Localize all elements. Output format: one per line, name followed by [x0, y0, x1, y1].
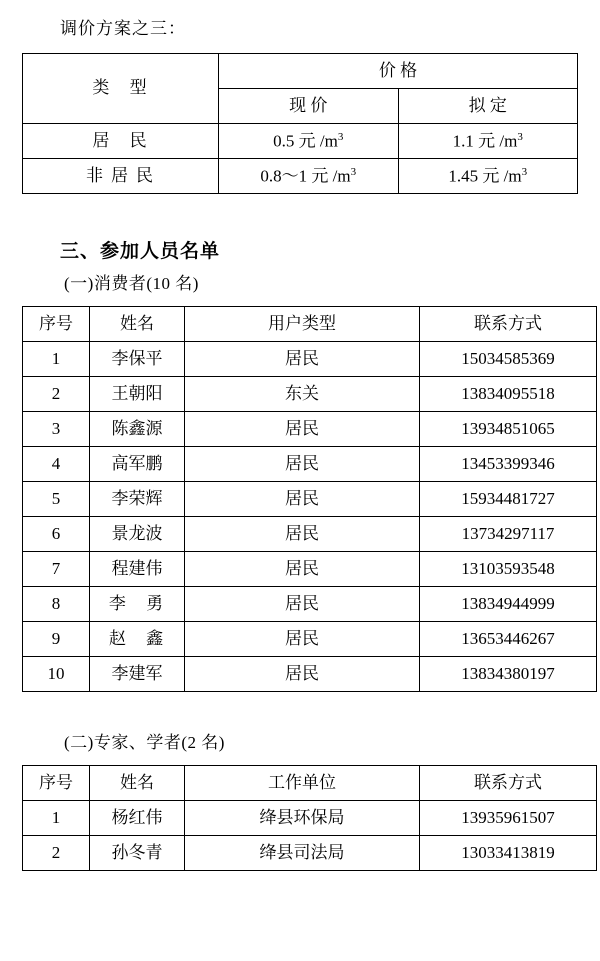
price-row-type: 居 民 — [23, 124, 219, 159]
cell-name: 李 勇 — [90, 587, 185, 622]
table-row — [23, 54, 578, 89]
column-header-name: 姓名 — [90, 307, 185, 342]
spacer — [22, 194, 578, 236]
table-header-row — [23, 307, 597, 342]
subtitle-consumers: (一)消费者(10 名) — [64, 274, 199, 293]
cell-no: 10 — [23, 657, 90, 692]
price-header-type: 类 型 — [23, 54, 219, 124]
cell-phone: 15934481727 — [420, 482, 597, 517]
unit-superscript: 3 — [521, 165, 528, 178]
unit-superscript: 3 — [350, 165, 357, 178]
cell-type: 居民 — [185, 412, 420, 447]
table-row — [23, 342, 597, 377]
table-row — [23, 622, 597, 657]
cell-phone: 13033413819 — [420, 836, 597, 871]
table-row — [23, 836, 597, 871]
cell-name: 李保平 — [90, 342, 185, 377]
table-row — [23, 552, 597, 587]
price-row-current — [219, 159, 399, 194]
table-row — [23, 377, 597, 412]
cell-type: 居民 — [185, 587, 420, 622]
cell-unit: 绛县司法局 — [185, 836, 420, 871]
cell-phone: 13734297117 — [420, 517, 597, 552]
cell-name: 程建伟 — [90, 552, 185, 587]
price-header-price: 价 格 — [219, 54, 578, 89]
table-row — [23, 412, 597, 447]
experts-table — [22, 765, 597, 871]
cell-phone: 13453399346 — [420, 447, 597, 482]
table-row — [23, 517, 597, 552]
cell-phone: 13103593548 — [420, 552, 597, 587]
table-row — [23, 587, 597, 622]
column-header-name: 姓名 — [90, 766, 185, 801]
subtitle-experts: (二)专家、学者(2 名) — [64, 733, 225, 752]
price-row-proposed — [398, 124, 578, 159]
cell-name: 高军鹏 — [90, 447, 185, 482]
table-row — [23, 801, 597, 836]
unit-superscript: 3 — [517, 130, 523, 143]
cell-phone: 13935961507 — [420, 801, 597, 836]
cell-phone: 13834380197 — [420, 657, 597, 692]
cell-name: 李建军 — [90, 657, 185, 692]
table-header-row — [23, 766, 597, 801]
price-row-current-value: 0.8～1 元 /m — [260, 166, 351, 186]
cell-no: 8 — [23, 587, 90, 622]
price-row-current — [219, 124, 399, 159]
column-header-type: 用户类型 — [185, 307, 420, 342]
cell-no: 4 — [23, 447, 90, 482]
price-row-proposed-value: 1.45 元 /m — [448, 166, 522, 186]
table-row — [23, 447, 597, 482]
table-row — [23, 657, 597, 692]
cell-name: 孙冬青 — [90, 836, 185, 871]
cell-no: 1 — [23, 342, 90, 377]
price-row-proposed — [398, 159, 578, 194]
cell-no: 9 — [23, 622, 90, 657]
section-title-participants: 三、参加人员名单 — [60, 241, 221, 262]
cell-no: 2 — [23, 377, 90, 412]
column-header-phone: 联系方式 — [420, 307, 597, 342]
cell-phone: 13934851065 — [420, 412, 597, 447]
cell-phone: 13653446267 — [420, 622, 597, 657]
cell-phone: 15034585369 — [420, 342, 597, 377]
table-row — [23, 159, 578, 194]
cell-name: 王朝阳 — [90, 377, 185, 412]
cell-phone: 13834095518 — [420, 377, 597, 412]
table-row — [23, 124, 578, 159]
column-header-no: 序号 — [23, 766, 90, 801]
cell-type: 居民 — [185, 657, 420, 692]
price-header-current: 现 价 — [219, 89, 399, 124]
table-row — [23, 482, 597, 517]
cell-name: 杨红伟 — [90, 801, 185, 836]
cell-name: 赵 鑫 — [90, 622, 185, 657]
cell-no: 2 — [23, 836, 90, 871]
cell-type: 居民 — [185, 517, 420, 552]
cell-type: 居民 — [185, 447, 420, 482]
cell-phone: 13834944999 — [420, 587, 597, 622]
price-row-current-value: 0.5 元 /m — [273, 131, 338, 151]
column-header-no: 序号 — [23, 307, 90, 342]
price-row-type: 非居民 — [23, 159, 219, 194]
cell-name: 景龙波 — [90, 517, 185, 552]
column-header-unit: 工作单位 — [185, 766, 420, 801]
price-header-proposed: 拟 定 — [398, 89, 578, 124]
unit-superscript: 3 — [337, 130, 344, 143]
consumers-table — [22, 306, 597, 692]
cell-type: 东关 — [185, 377, 420, 412]
spacer — [22, 692, 578, 722]
cell-name: 李荣辉 — [90, 482, 185, 517]
cell-no: 3 — [23, 412, 90, 447]
cell-type: 居民 — [185, 622, 420, 657]
cell-type: 居民 — [185, 482, 420, 517]
cell-no: 6 — [23, 517, 90, 552]
cell-name: 陈鑫源 — [90, 412, 185, 447]
column-header-phone: 联系方式 — [420, 766, 597, 801]
cell-no: 7 — [23, 552, 90, 587]
cell-unit: 绛县环保局 — [185, 801, 420, 836]
price-row-proposed-value: 1.1 元 /m — [452, 131, 518, 151]
cell-type: 居民 — [185, 552, 420, 587]
page-heading: 调价方案之三： — [60, 19, 186, 38]
document-page — [0, 14, 600, 961]
cell-no: 1 — [23, 801, 90, 836]
price-adjustment-table — [22, 53, 578, 194]
cell-no: 5 — [23, 482, 90, 517]
cell-type: 居民 — [185, 342, 420, 377]
